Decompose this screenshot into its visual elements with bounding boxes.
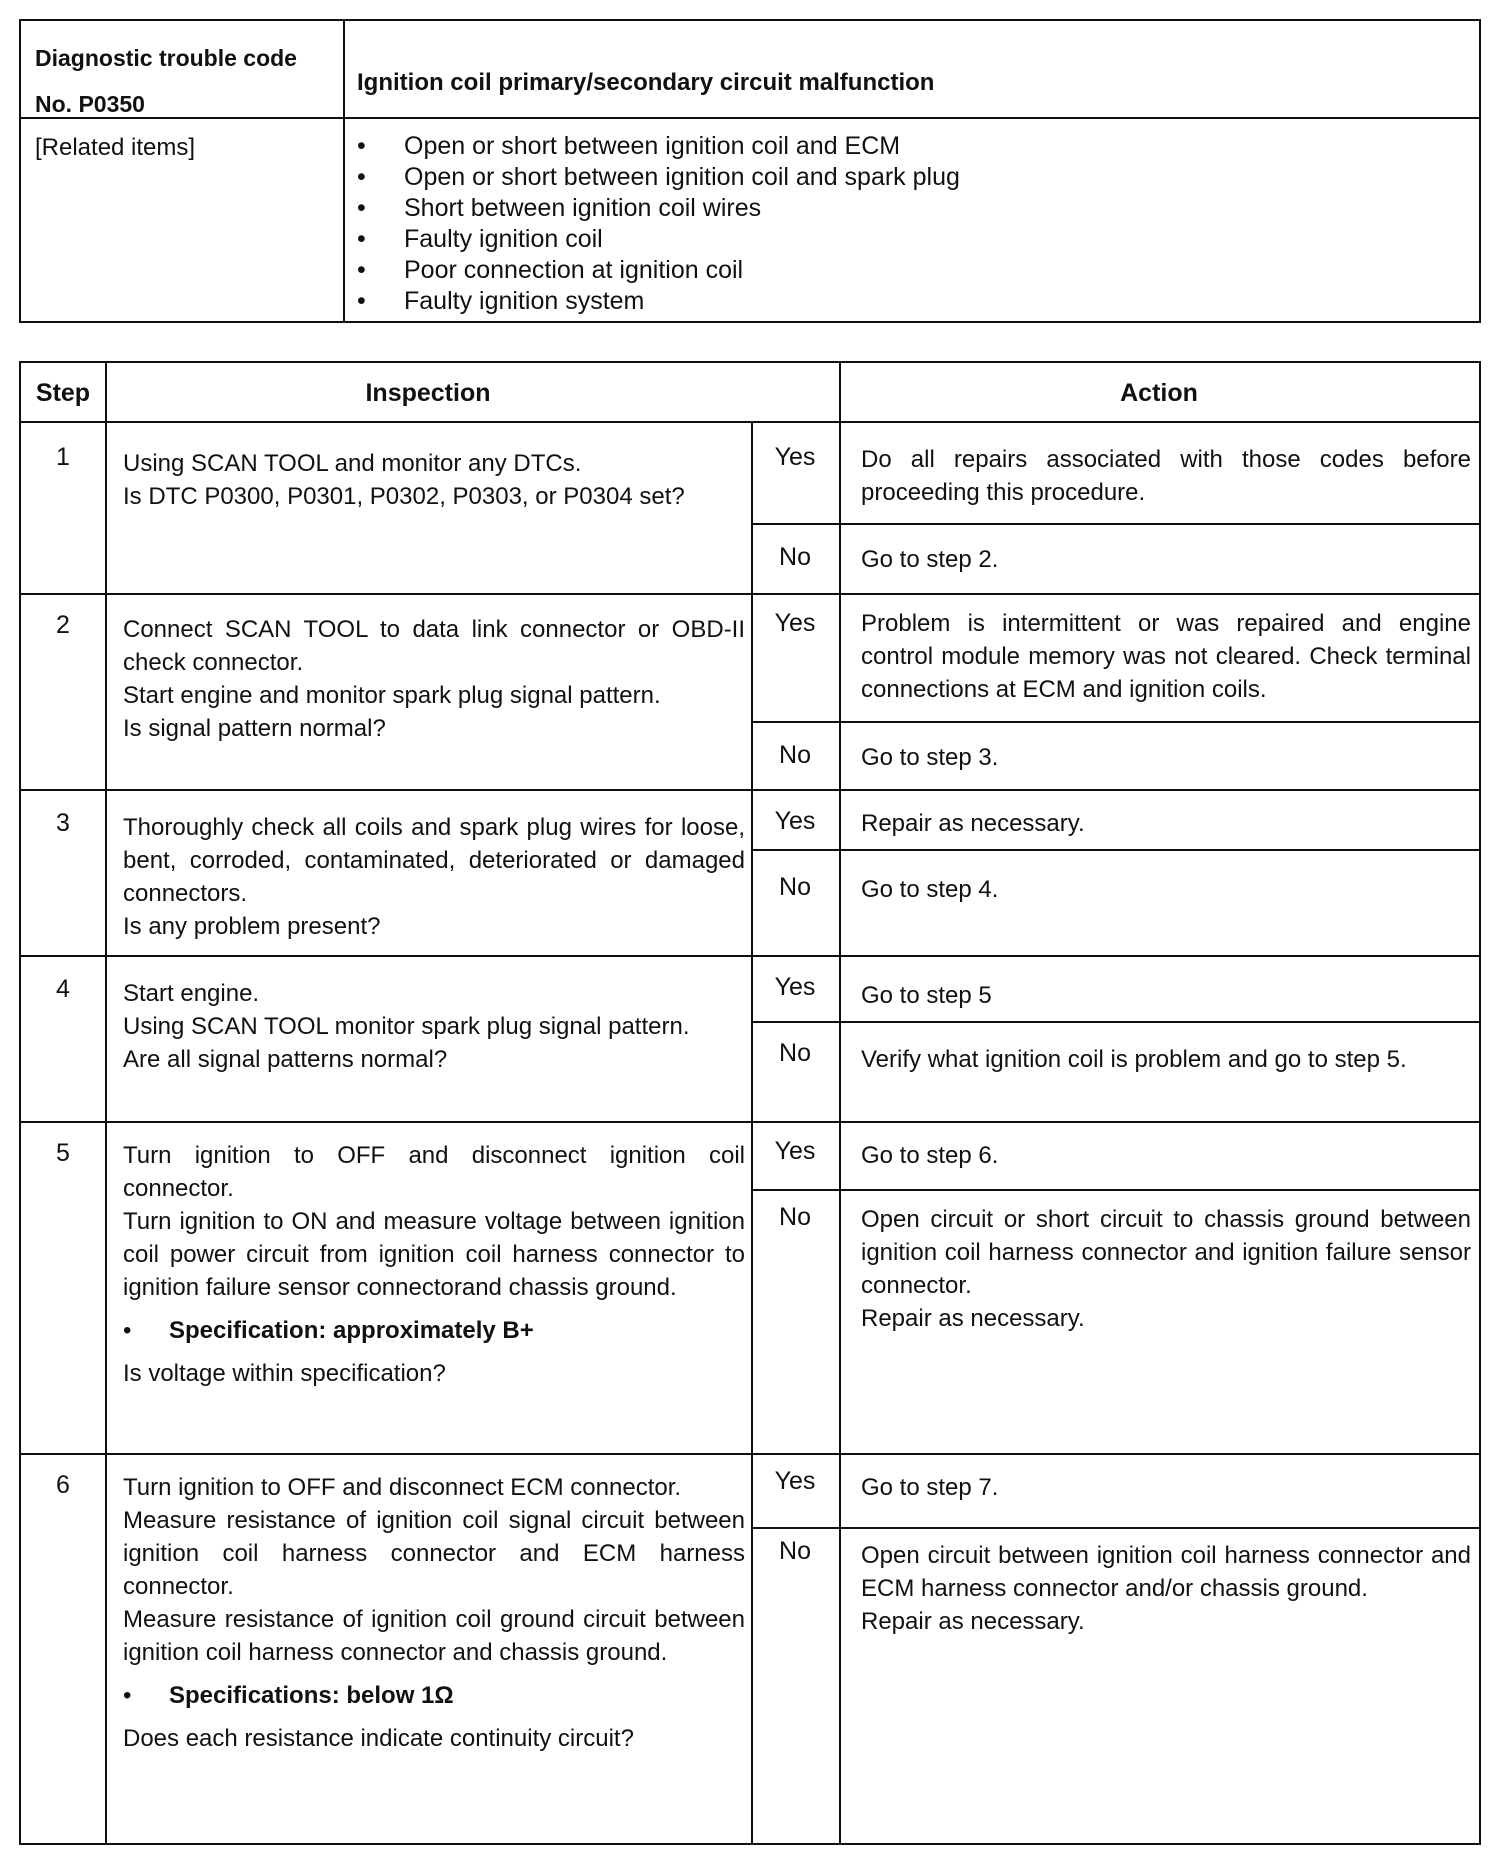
step-inspection	[123, 447, 745, 513]
specification: • Specification: approximately B+	[123, 1314, 745, 1347]
inspection-text: Turn ignition to OFF and disconnect ECM connector.	[123, 1474, 682, 1501]
inspection-question: Does each resistance indicate continuity circuit?	[123, 1725, 634, 1752]
step-number: 2	[56, 611, 70, 639]
no-action	[861, 1539, 1471, 1638]
inspection-text: Are all signal patterns normal?	[123, 1046, 448, 1073]
yes-action: Go to step 5	[861, 982, 992, 1009]
no-label: No	[779, 543, 811, 571]
yes-action: Go to step 7.	[861, 1474, 999, 1501]
inspection-text: Measure resistance of ignition coil signal circuit between ignition coil harness connector and ECM harness connector.	[123, 1507, 745, 1600]
step-number: 4	[56, 975, 70, 1003]
yes-label: Yes	[774, 807, 816, 835]
step-column-header: Step	[35, 379, 91, 407]
yes-label: Yes	[774, 973, 816, 1001]
inspection-text: Is signal pattern normal?	[123, 715, 386, 742]
no-action: Go to step 2.	[861, 546, 999, 573]
step-divider	[21, 1121, 1479, 1123]
related-item: • Open or short between ignition coil and spark plug	[357, 162, 960, 193]
step-number: 6	[56, 1471, 70, 1499]
yes-action: Repair as necessary.	[861, 810, 1085, 837]
step-divider	[21, 955, 1479, 957]
yes-label: Yes	[774, 609, 816, 637]
step-inspection	[123, 1471, 745, 1755]
inspection-table	[19, 361, 1481, 1845]
related-item: • Faulty ignition coil	[357, 224, 960, 255]
header-row-divider	[21, 421, 1479, 423]
no-label: No	[779, 741, 811, 769]
action-text: Repair as necessary.	[861, 1305, 1085, 1332]
inspection-text: Thoroughly check all coils and spark plug wires for loose, bent, corroded, contaminated, deteriorated or damaged connectors.	[123, 814, 745, 907]
no-action: Go to step 4.	[861, 876, 999, 903]
yes-action: Go to step 6.	[861, 1142, 999, 1169]
inspection-text: Measure resistance of ignition coil ground circuit between ignition coil harness connector and chassis ground.	[123, 1606, 745, 1666]
inspection-text: Connect SCAN TOOL to data link connector or OBD-II check connector.	[123, 616, 745, 676]
no-action: Go to step 3.	[861, 744, 999, 771]
step-number: 5	[56, 1139, 70, 1167]
inspection-text: Turn ignition to OFF and disconnect ignition coil connector.	[123, 1142, 745, 1202]
yes-no-divider	[751, 849, 1479, 851]
yes-no-divider	[751, 1527, 1479, 1529]
inspection-question: Is voltage within specification?	[123, 1360, 446, 1387]
step-divider	[21, 1453, 1479, 1455]
step-inspection	[123, 1139, 745, 1390]
inspection-text: Using SCAN TOOL monitor spark plug signal pattern.	[123, 1013, 690, 1040]
header-column-divider	[343, 21, 345, 321]
action-text: Open circuit between ignition coil harness connector and ECM harness connector and/or chassis ground.	[861, 1542, 1471, 1602]
action-text: Repair as necessary.	[861, 1608, 1085, 1635]
step-divider	[21, 789, 1479, 791]
yes-action: Do all repairs associated with those codes before proceeding this procedure.	[861, 446, 1471, 506]
yes-no-divider	[751, 1021, 1479, 1023]
inspection-text: Is DTC P0300, P0301, P0302, P0303, or P0304 set?	[123, 483, 685, 510]
action-column-divider	[839, 363, 841, 1843]
related-items-label: [Related items]	[35, 134, 196, 161]
step-divider	[21, 593, 1479, 595]
yes-label: Yes	[774, 443, 816, 471]
inspection-text: Start engine.	[123, 980, 260, 1007]
step-number: 3	[56, 809, 70, 837]
inspection-column-header: Inspection	[365, 379, 491, 407]
yes-label: Yes	[774, 1137, 816, 1165]
yes-no-divider	[751, 1189, 1479, 1191]
step-number: 1	[56, 443, 70, 471]
related-item: • Short between ignition coil wires	[357, 193, 960, 224]
related-items-list	[357, 131, 960, 317]
inspection-text: Turn ignition to ON and measure voltage between ignition coil power circuit from ignition coil harness connector to ignition failure sensor connectorand chassis ground.	[123, 1208, 745, 1301]
yes-label: Yes	[774, 1467, 816, 1495]
step-inspection	[123, 811, 745, 943]
yes-action: Problem is intermittent or was repaired and engine control module memory was not cleared. Check terminal connections at ECM and ignition coils.	[861, 610, 1471, 703]
no-action	[861, 1203, 1471, 1335]
no-label: No	[779, 1537, 811, 1565]
no-action: Verify what ignition coil is problem and go to step 5.	[861, 1046, 1407, 1073]
no-label: No	[779, 1039, 811, 1067]
action-column-header: Action	[1120, 379, 1198, 407]
inspection-text: Using SCAN TOOL and monitor any DTCs.	[123, 450, 582, 477]
dtc-header-table	[19, 19, 1481, 323]
specification: • Specifications: below 1Ω	[123, 1679, 745, 1712]
no-label: No	[779, 1203, 811, 1231]
inspection-text: Start engine and monitor spark plug signal pattern.	[123, 682, 661, 709]
dtc-code-label	[35, 35, 297, 127]
action-text: Open circuit or short circuit to chassis ground between ignition coil harness connector and ignition failure sensor connector.	[861, 1206, 1471, 1299]
related-item: • Poor connection at ignition coil	[357, 255, 960, 286]
step-inspection	[123, 613, 745, 745]
related-item: • Open or short between ignition coil and ECM	[357, 131, 960, 162]
no-label: No	[779, 873, 811, 901]
inspection-text: Is any problem present?	[123, 913, 381, 940]
yes-no-divider	[751, 523, 1479, 525]
dtc-title: Ignition coil primary/secondary circuit malfunction	[357, 69, 935, 96]
step-column-divider	[105, 363, 107, 1843]
step-inspection	[123, 977, 745, 1076]
dtc-code-line1: Diagnostic trouble code	[35, 45, 297, 71]
yes-no-divider	[751, 721, 1479, 723]
dtc-code-line2: No. P0350	[35, 91, 145, 117]
related-item: • Faulty ignition system	[357, 286, 960, 317]
